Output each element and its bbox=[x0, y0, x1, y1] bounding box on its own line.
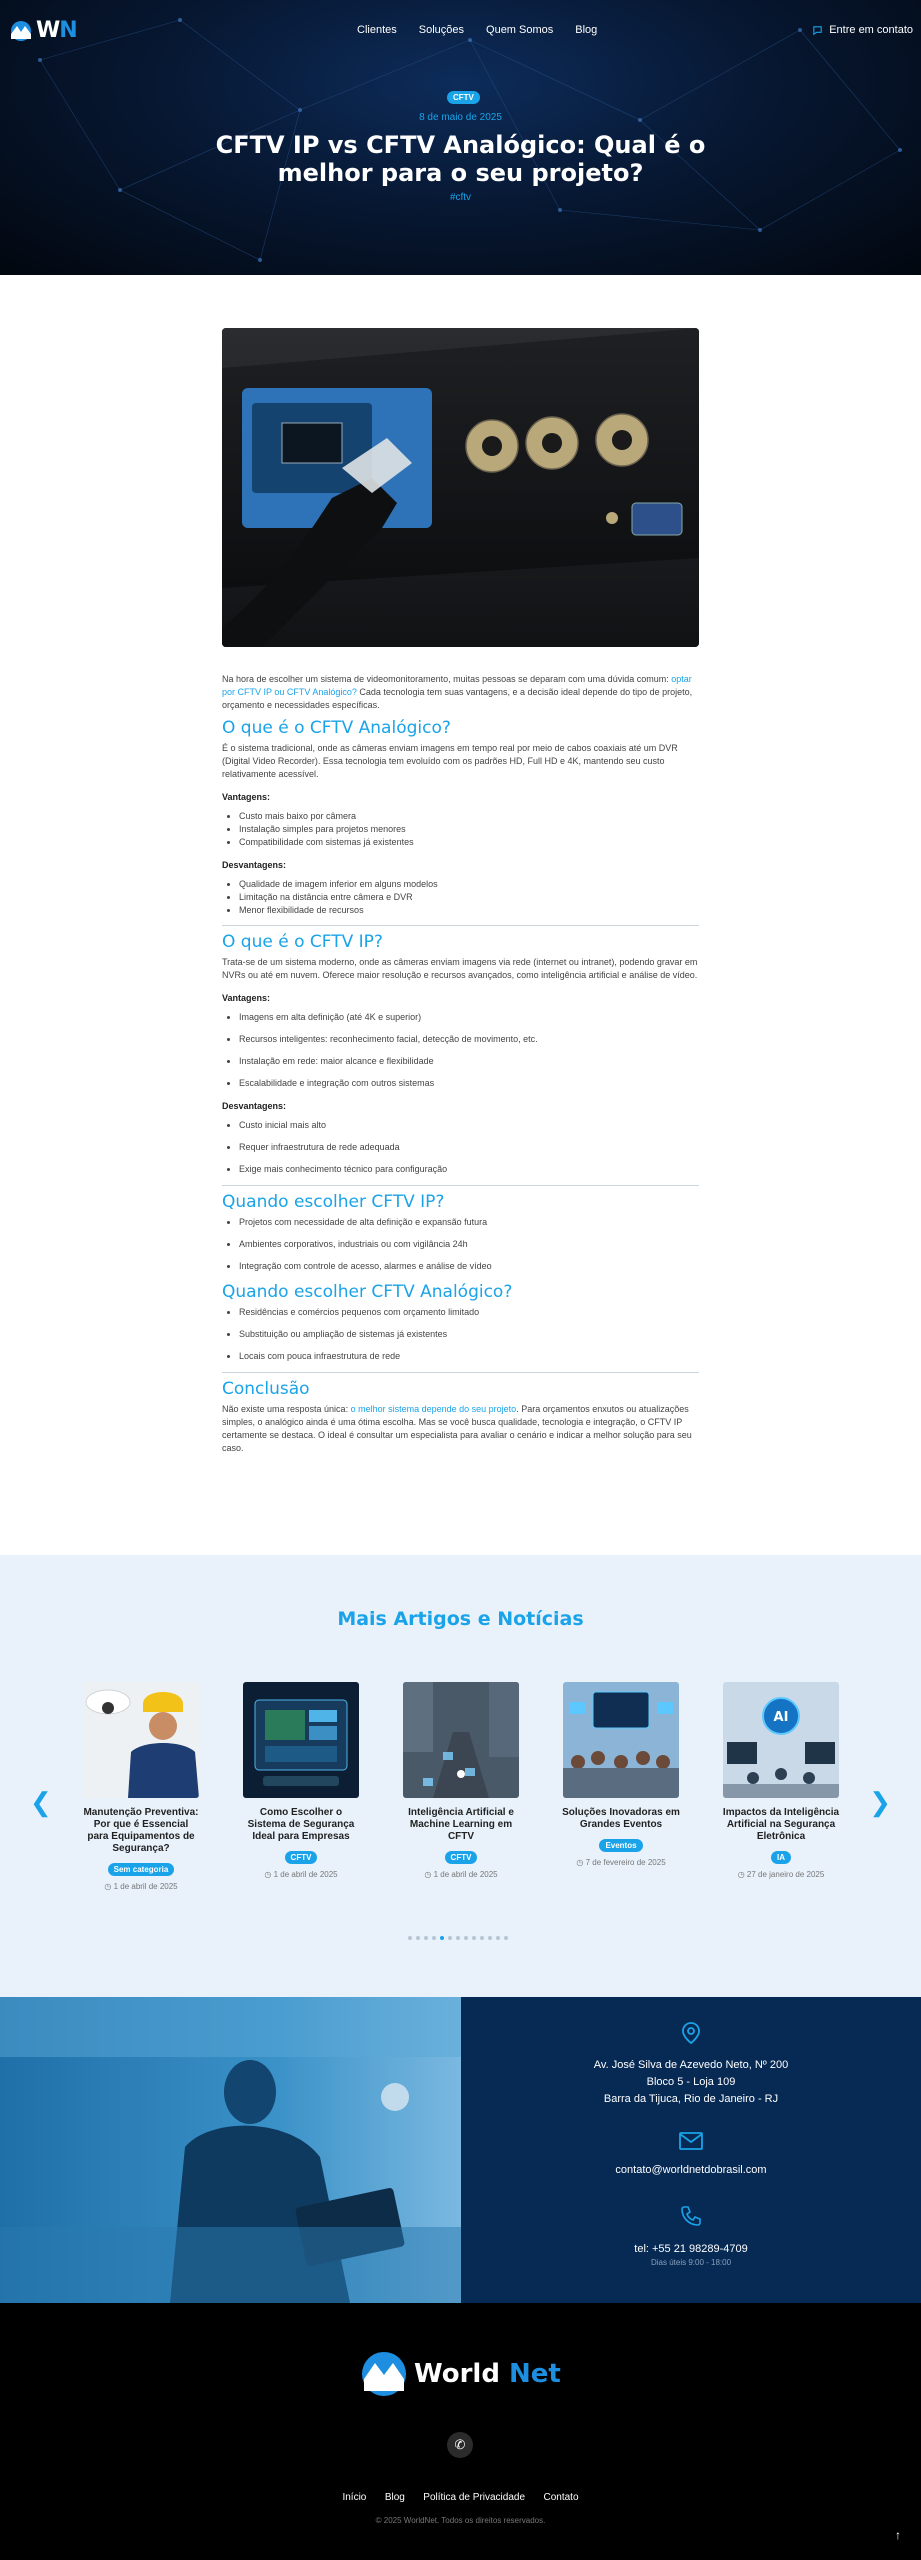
hero-header bbox=[0, 0, 921, 275]
brand-world: World bbox=[414, 2359, 500, 2389]
card-title[interactable]: Impactos da Inteligência Artificial na Segurança Eletrônica bbox=[722, 1807, 840, 1842]
card-badge[interactable]: CFTV bbox=[285, 1851, 318, 1864]
contact-link[interactable] bbox=[812, 24, 913, 36]
list-item: • Custo inicial mais alto bbox=[239, 1119, 699, 1132]
carousel-dot[interactable] bbox=[480, 1936, 484, 1940]
nav-blog[interactable]: Blog bbox=[575, 24, 598, 36]
list-ip-pros bbox=[239, 1011, 699, 1090]
chevron-left-icon[interactable]: ❮ bbox=[30, 1787, 52, 1817]
list-item: • Integração com controle de acesso, alarmes e análise de vídeo bbox=[239, 1260, 699, 1273]
label-disadvantages: Desvantagens: bbox=[222, 1101, 287, 1111]
page-title: CFTV IP vs CFTV Analógico: Qual é o melhor para o seu projeto? bbox=[215, 131, 706, 187]
nav-clientes[interactable]: Clientes bbox=[357, 24, 397, 36]
article-card[interactable] bbox=[82, 1682, 200, 1891]
chat-icon bbox=[812, 25, 823, 36]
chevron-right-icon[interactable]: ❯ bbox=[869, 1787, 891, 1817]
nav-solucoes[interactable]: Soluções bbox=[418, 24, 465, 36]
list-item: • Compatibilidade com sistemas já existentes bbox=[239, 836, 699, 849]
address-line: Barra da Tijuca, Rio de Janeiro - RJ bbox=[603, 2093, 779, 2105]
label-disadvantages: Desvantagens: bbox=[222, 860, 287, 870]
label-advantages: Vantagens: bbox=[222, 993, 271, 1003]
card-date: ◷ 1 de abril de 2025 bbox=[264, 1870, 338, 1879]
article-card[interactable] bbox=[242, 1682, 360, 1879]
article-card[interactable] bbox=[722, 1682, 840, 1879]
list-item: • Ambientes corporativos, industriais ou com vigilância 24h bbox=[239, 1238, 699, 1251]
email-link[interactable]: contato@worldnetdobrasil.com bbox=[615, 2164, 767, 2176]
category-badge[interactable]: CFTV bbox=[447, 91, 480, 104]
card-date: ◷ 7 de fevereiro de 2025 bbox=[576, 1858, 666, 1867]
heading-when-ip: Quando escolher CFTV IP? bbox=[222, 1192, 445, 1212]
card-image bbox=[563, 1682, 679, 1798]
card-badge[interactable]: CFTV bbox=[445, 1851, 478, 1864]
business-hours: Dias úteis 9:00 - 18:00 bbox=[650, 2258, 732, 2267]
article-card[interactable] bbox=[402, 1682, 520, 1879]
carousel-dot[interactable] bbox=[424, 1936, 428, 1940]
brand-net: Net bbox=[509, 2359, 561, 2389]
address-line: Bloco 5 - Loja 109 bbox=[646, 2076, 736, 2088]
contact-info bbox=[461, 1997, 921, 2303]
paragraph-conclusion: Não existe uma resposta única: o melhor sistema depende do seu projeto. Para orçamentos enxutos ou atualizações simples, o analógico ainda é uma ótima escolha. Mas se você busca qualidade, tecnologia e integração, o CFTV IP certamente se destaca. O ideal é consultar um especialista para avaliar o cenário e indicar a melhor solução para seu caso. bbox=[222, 1404, 692, 1453]
footer-link-inicio[interactable]: Início bbox=[342, 2492, 367, 2503]
post-tag[interactable]: #cftv bbox=[449, 192, 472, 203]
list-item: • Menor flexibilidade de recursos bbox=[239, 904, 699, 917]
card-image bbox=[83, 1682, 199, 1798]
address-line: Av. José Silva de Azevedo Neto, Nº 200 bbox=[593, 2059, 789, 2071]
list-item: • Instalação em rede: maior alcance e flexibilidade bbox=[239, 1055, 699, 1068]
heading-when-analog: Quando escolher CFTV Analógico? bbox=[222, 1282, 513, 1302]
list-item: • Qualidade de imagem inferior em alguns modelos bbox=[239, 878, 699, 891]
contact-link-label: Entre em contato bbox=[829, 24, 913, 36]
list-item: • Custo mais baixo por câmera bbox=[239, 810, 699, 823]
logo-icon bbox=[360, 2351, 408, 2397]
arrow-up-icon[interactable]: ↑ bbox=[895, 2528, 901, 2542]
list-item: • Instalação simples para projetos menores bbox=[239, 823, 699, 836]
post-date: 8 de maio de 2025 bbox=[419, 112, 502, 123]
list-ip-cons bbox=[239, 1119, 699, 1176]
phone-icon bbox=[461, 2205, 921, 2233]
carousel-dot[interactable] bbox=[504, 1936, 508, 1940]
list-item: • Projetos com necessidade de alta definição e expansão futura bbox=[239, 1216, 699, 1229]
article-body bbox=[222, 673, 699, 1455]
contact-photo bbox=[0, 1997, 461, 2303]
card-date: ◷ 1 de abril de 2025 bbox=[424, 1870, 498, 1879]
divider bbox=[222, 1372, 699, 1373]
article bbox=[222, 328, 699, 1461]
card-image bbox=[723, 1682, 839, 1798]
carousel-dot[interactable] bbox=[472, 1936, 476, 1940]
card-title[interactable]: Soluções Inovadoras em Grandes Eventos bbox=[562, 1807, 680, 1830]
carousel-dot[interactable] bbox=[408, 1936, 412, 1940]
label-advantages: Vantagens: bbox=[222, 792, 271, 802]
carousel-dot[interactable] bbox=[432, 1936, 436, 1940]
footer-logo[interactable] bbox=[360, 2351, 561, 2397]
paragraph-analog: É o sistema tradicional, onde as câmeras enviam imagens em tempo real por meio de cabos coaxiais até um DVR (Digital Video Recorder). Essa tecnologia tem evoluído com os padrões HD, Full HD e 4K, mantendo seu custo relativamente acessível. bbox=[222, 743, 678, 779]
clock-icon: ◷ bbox=[576, 1858, 584, 1867]
card-badge[interactable]: IA bbox=[771, 1851, 791, 1864]
divider bbox=[222, 925, 699, 926]
list-when-ip bbox=[239, 1216, 699, 1273]
list-item: • Recursos inteligentes: reconhecimento facial, detecção de movimento, etc. bbox=[239, 1033, 699, 1046]
carousel-dot[interactable] bbox=[464, 1936, 468, 1940]
list-item: • Residências e comércios pequenos com orçamento limitado bbox=[239, 1306, 699, 1319]
article-card[interactable] bbox=[562, 1682, 680, 1867]
footer-link-blog[interactable]: Blog bbox=[384, 2492, 405, 2503]
paragraph-ip: Trata-se de um sistema moderno, onde as câmeras enviam imagens via rede (internet ou intranet), podendo gravar em NVRs ou até em nuvem. Oferece maior resolução e recursos avançados, como inteligência artificial e análise de vídeo. bbox=[222, 957, 698, 980]
location-pin-icon bbox=[461, 2021, 921, 2051]
carousel-dot[interactable] bbox=[496, 1936, 500, 1940]
list-item: • Locais com pouca infraestrutura de rede bbox=[239, 1350, 699, 1363]
section-title: Mais Artigos e Notícias bbox=[337, 1608, 584, 1630]
contact-section bbox=[0, 1997, 921, 2303]
nav-quem-somos[interactable]: Quem Somos bbox=[486, 24, 554, 36]
logo-text: WN bbox=[36, 18, 77, 43]
carousel-dot[interactable] bbox=[456, 1936, 460, 1940]
carousel-dots bbox=[408, 1936, 508, 1940]
article-intro: Na hora de escolher um sistema de videomonitoramento, muitas pessoas se deparam com uma dúvida comum: optar por CFTV IP ou CFTV Analógico? Cada tecnologia tem suas vantagens, e a decisão ideal depende do tipo de projeto, orçamento e necessidades específicas. bbox=[222, 674, 693, 710]
card-date: ◷ 27 de janeiro de 2025 bbox=[737, 1870, 825, 1879]
list-when-analog bbox=[239, 1306, 699, 1363]
list-item: • Escalabilidade e integração com outros sistemas bbox=[239, 1077, 699, 1090]
footer-link-privacidade[interactable]: Política de Privacidade bbox=[423, 2492, 526, 2503]
whatsapp-icon[interactable]: ✆ bbox=[447, 2432, 473, 2458]
card-image bbox=[403, 1682, 519, 1798]
site-logo[interactable] bbox=[8, 18, 77, 43]
footer bbox=[0, 2303, 921, 2560]
list-analog-pros bbox=[239, 810, 699, 849]
logo-icon bbox=[8, 20, 34, 42]
list-item: • Exige mais conhecimento técnico para configuração bbox=[239, 1163, 699, 1176]
svg-text:AI: AI bbox=[773, 1710, 789, 1725]
article-image bbox=[222, 328, 699, 647]
mail-icon bbox=[461, 2132, 921, 2156]
more-articles-section bbox=[0, 1555, 921, 1997]
phone-link[interactable]: tel: +55 21 98289-4709 bbox=[634, 2243, 748, 2255]
heading-ip: O que é o CFTV IP? bbox=[222, 932, 383, 952]
card-title[interactable]: Manutenção Preventiva: Por que é Essencial para Equipamentos de Segurança? bbox=[83, 1807, 199, 1854]
heading-analog: O que é o CFTV Analógico? bbox=[222, 718, 451, 738]
list-analog-cons bbox=[239, 878, 699, 917]
footer-link-contato[interactable]: Contato bbox=[543, 2492, 579, 2503]
heading-conclusion: Conclusão bbox=[222, 1379, 310, 1399]
carousel-dot[interactable] bbox=[440, 1936, 444, 1940]
list-item: • Imagens em alta definição (até 4K e superior) bbox=[239, 1011, 699, 1024]
carousel-dot[interactable] bbox=[488, 1936, 492, 1940]
divider bbox=[222, 1185, 699, 1186]
conclusion-link[interactable]: o melhor sistema depende do seu projeto bbox=[350, 1404, 517, 1414]
clock-icon: ◷ bbox=[264, 1870, 272, 1879]
card-title[interactable]: Como Escolher o Sistema de Segurança Ideal para Empresas bbox=[247, 1807, 355, 1842]
list-item: • Limitação na distância entre câmera e DVR bbox=[239, 891, 699, 904]
clock-icon: ◷ bbox=[424, 1870, 432, 1879]
main-nav bbox=[357, 24, 597, 36]
footer-links bbox=[0, 2487, 921, 2505]
card-badge[interactable]: Eventos bbox=[599, 1839, 642, 1852]
card-title[interactable]: Inteligência Artificial e Machine Learning em CFTV bbox=[408, 1807, 514, 1842]
card-badge[interactable]: Sem categoria bbox=[108, 1863, 175, 1876]
carousel-dot[interactable] bbox=[416, 1936, 420, 1940]
list-item: • Substituição ou ampliação de sistemas já existentes bbox=[239, 1328, 699, 1341]
copyright: © 2025 WorldNet. Todos os direitos reservados. bbox=[375, 2516, 546, 2525]
card-date: ◷ 1 de abril de 2025 bbox=[104, 1882, 178, 1891]
carousel-dot[interactable] bbox=[448, 1936, 452, 1940]
list-item: • Requer infraestrutura de rede adequada bbox=[239, 1141, 699, 1154]
clock-icon: ◷ bbox=[737, 1870, 745, 1879]
intro-link[interactable]: optar por CFTV IP ou CFTV Analógico? bbox=[222, 674, 692, 697]
card-image bbox=[243, 1682, 359, 1798]
clock-icon: ◷ bbox=[104, 1882, 112, 1891]
